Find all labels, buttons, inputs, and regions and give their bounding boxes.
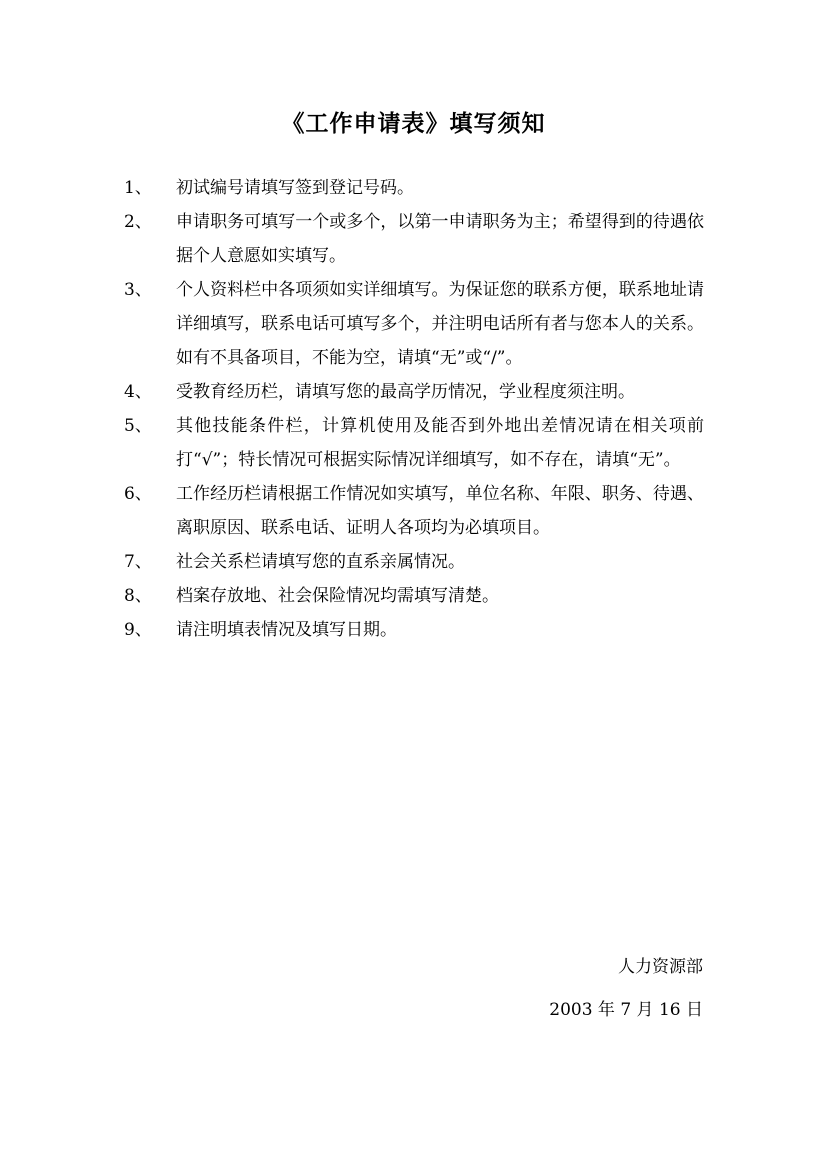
document-date: 2003 年 7 月 16 日 xyxy=(549,1000,703,1020)
list-item xyxy=(0,409,827,477)
item-number: 2、 xyxy=(124,212,152,232)
item-number: 7、 xyxy=(124,552,152,572)
item-text: 申请职务可填写一个或多个，以第一申请职务为主；希望得到的待遇依据个人意愿如实填写。 xyxy=(176,212,704,266)
list-item xyxy=(0,579,827,613)
list-item xyxy=(0,205,827,273)
item-number: 8、 xyxy=(124,586,152,606)
item-text: 工作经历栏请根据工作情况如实填写，单位名称、年限、职务、待遇、离职原因、联系电话、证明人各项均为必填项目。 xyxy=(176,484,704,538)
list-item xyxy=(0,477,827,545)
item-text: 档案存放地、社会保险情况均需填写清楚。 xyxy=(176,586,499,606)
item-text: 请注明填表情况及填写日期。 xyxy=(176,620,397,640)
list-item xyxy=(0,273,827,375)
item-number: 6、 xyxy=(124,484,152,504)
instruction-list xyxy=(0,171,827,647)
item-number: 4、 xyxy=(124,382,152,402)
list-item xyxy=(0,545,827,579)
item-number: 1、 xyxy=(124,178,152,198)
item-text: 个人资料栏中各项须如实详细填写。为保证您的联系方便，联系地址请详细填写，联系电话可填写多个，并注明电话所有者与您本人的关系。如有不具备项目，不能为空，请填“无”或“/”。 xyxy=(176,280,704,368)
list-item xyxy=(0,171,827,205)
list-item xyxy=(0,375,827,409)
item-text: 受教育经历栏，请填写您的最高学历情况，学业程度须注明。 xyxy=(176,382,635,402)
list-item xyxy=(0,613,827,647)
item-text: 其他技能条件栏，计算机使用及能否到外地出差情况请在相关项前打“√”；特长情况可根据实际情况详细填写，如不存在，请填“无”。 xyxy=(176,416,704,470)
item-number: 9、 xyxy=(124,620,152,640)
item-text: 初试编号请填写签到登记号码。 xyxy=(176,178,414,198)
department-signature: 人力资源部 xyxy=(618,957,703,977)
document-title: 《工作申请表》填写须知 xyxy=(281,110,546,137)
item-text: 社会关系栏请填写您的直系亲属情况。 xyxy=(176,552,465,572)
item-number: 3、 xyxy=(124,280,152,300)
item-number: 5、 xyxy=(124,416,152,436)
